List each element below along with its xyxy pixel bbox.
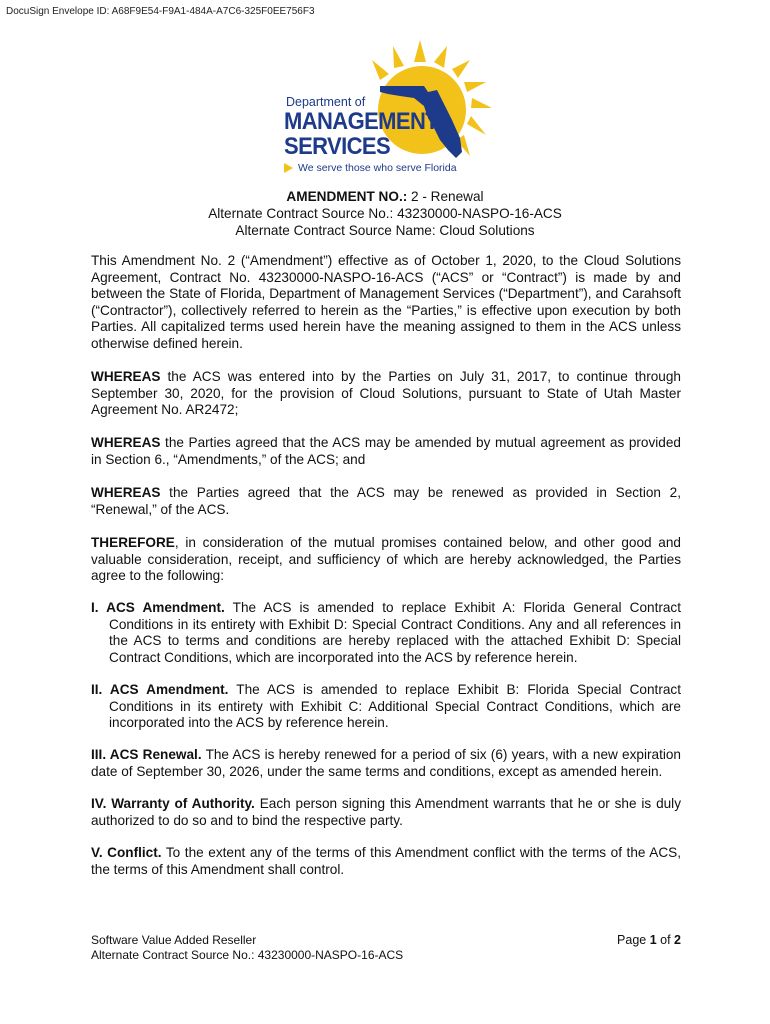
- amendment-value: 2 - Renewal: [407, 189, 484, 204]
- section-4: [91, 796, 681, 829]
- section-text: The ACS is hereby renewed for a period of six (6) years, with a new expiration date of September 30, 2026, under the same terms and conditions, except as amended herein.: [91, 747, 681, 779]
- source-number: Alternate Contract Source No.: 43230000-NASPO-16-ACS: [208, 206, 562, 221]
- section-3: [91, 747, 681, 780]
- section-1: [91, 600, 681, 666]
- footer-left: [91, 933, 403, 963]
- whereas-text: the ACS was entered into by the Parties on July 31, 2017, to continue through September 30, 2020, for the provision of Cloud Solutions, pursuant to State of Utah Master Agreement No. AR2472;: [91, 369, 681, 417]
- therefore-paragraph: [91, 535, 681, 585]
- play-triangle-icon: [284, 163, 293, 173]
- logo-line-services: SERVICES: [284, 132, 391, 160]
- page-prefix: Page: [617, 933, 650, 947]
- whereas-paragraph-2: [91, 435, 681, 468]
- section-text: The ACS is amended to replace Exhibit B: Florida Special Contract Conditions in its entirety with Exhibit C: Additional Special Contract Conditions, which are incorporated into the ACS by reference herein.: [109, 682, 681, 730]
- source-name: Alternate Contract Source Name: Cloud Solutions: [235, 223, 535, 238]
- amendment-title: [0, 188, 770, 205]
- section-label: III. ACS Renewal.: [91, 747, 202, 762]
- logo-line-department: Department of: [286, 95, 366, 109]
- section-label: II. ACS Amendment.: [91, 682, 229, 697]
- therefore-label: THEREFORE: [91, 535, 175, 550]
- footer-line-1: Software Value Added Reseller: [91, 933, 257, 947]
- section-label: IV. Warranty of Authority.: [91, 796, 255, 811]
- dms-logo: [272, 40, 502, 180]
- footer-line-2: Alternate Contract Source No.: 43230000-NASPO-16-ACS: [91, 948, 404, 962]
- section-5: [91, 845, 681, 878]
- intro-paragraph: This Amendment No. 2 (“Amendment”) effective as of October 1, 2020, to the Cloud Solutions Agreement, Contract No. 43230000-NASPO-16-ACS (“ACS” or “Contract”) is made by and between the State of Florida, Department of Management Services (“Department”), and Carahsoft (“Contractor”), collectively referred to herein as the “Parties,” is effective upon execution by both Parties. All capitalized terms used herein have the meaning assigned to them in the ACS unless otherwise defined herein.: [91, 253, 681, 351]
- whereas-label: WHEREAS: [91, 435, 161, 450]
- page-number: [560, 933, 681, 947]
- whereas-text: the Parties agreed that the ACS may be renewed as provided in Section 2, “Renewal,” of the ACS.: [91, 485, 681, 517]
- page-current: 1: [649, 933, 657, 947]
- whereas-text: the Parties agreed that the ACS may be amended by mutual agreement as provided in Section 6., “Amendments,” of the ACS; and: [91, 435, 681, 467]
- section-text: The ACS is amended to replace Exhibit A: Florida General Contract Conditions in its entirety with Exhibit D: Special Contract Conditions. Any and all references in the ACS to terms and conditions are hereby replaced with the attached Exhibit D: Special Contract Conditions, which are incorporated into the ACS by reference herein.: [109, 600, 682, 665]
- section-text: To the extent any of the terms of this Amendment conflict with the terms of the ACS, the terms of this Amendment shall control.: [91, 845, 681, 877]
- whereas-label: WHEREAS: [91, 485, 161, 500]
- page-of: of: [656, 933, 675, 947]
- page-total: 2: [674, 933, 681, 947]
- amendment-label: AMENDMENT NO.:: [286, 189, 408, 204]
- section-label: V. Conflict.: [91, 845, 162, 860]
- section-text: Each person signing this Amendment warrants that he or she is duly authorized to do so and to bind the respective party.: [91, 796, 682, 828]
- whereas-label: WHEREAS: [91, 369, 161, 384]
- logo-tagline: We serve those who serve Florida: [298, 162, 457, 174]
- section-label: I. ACS Amendment.: [91, 600, 225, 615]
- logo-line-management: MANAGEMENT: [284, 107, 439, 135]
- whereas-paragraph-1: [91, 369, 681, 419]
- therefore-text: , in consideration of the mutual promises contained below, and other good and valuable consideration, receipt, and sufficiency of which are hereby acknowledged, the Parties agree to the following:: [91, 535, 681, 583]
- docusign-envelope-id: DocuSign Envelope ID: A68F9E54-F9A1-484A-A7C6-325F0EE756F3: [6, 6, 315, 17]
- whereas-paragraph-3: [91, 485, 681, 518]
- section-2: [91, 682, 681, 732]
